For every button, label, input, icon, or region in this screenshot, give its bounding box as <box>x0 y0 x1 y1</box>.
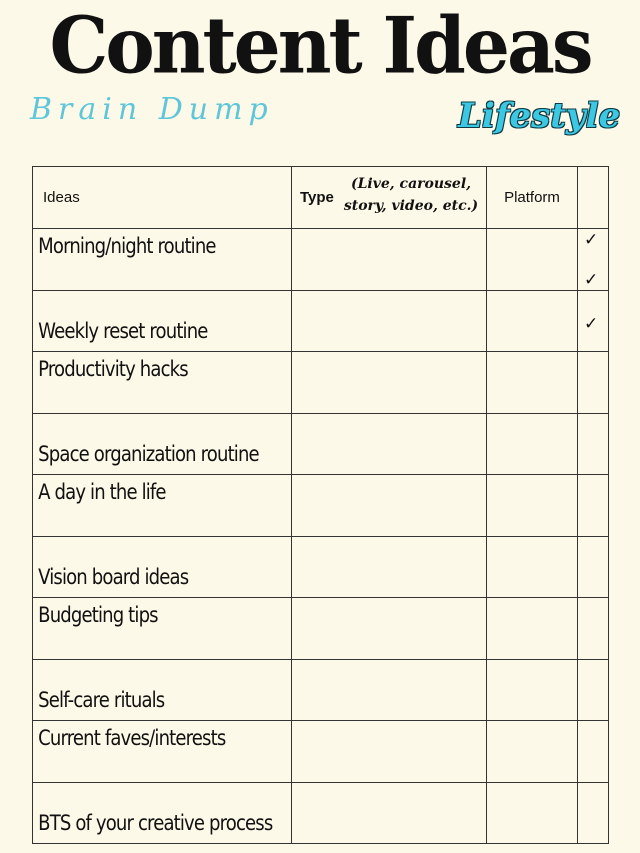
type-note: (Live, carousel, story, video, etc.) <box>343 176 479 214</box>
table-row <box>33 659 609 721</box>
check-cell[interactable] <box>578 290 609 352</box>
platform-cell[interactable] <box>487 782 578 844</box>
table-row <box>33 782 609 844</box>
check-cell[interactable] <box>578 352 609 414</box>
type-cell[interactable] <box>292 782 487 844</box>
check-cell[interactable] <box>578 413 609 475</box>
table-row <box>33 229 609 291</box>
column-header-check <box>578 167 609 229</box>
idea-text: Space organization routine <box>38 441 259 466</box>
type-cell[interactable] <box>292 413 487 475</box>
platform-cell[interactable] <box>487 475 578 537</box>
platform-cell[interactable] <box>487 352 578 414</box>
checkmark-icon: ✓ <box>584 230 599 249</box>
table-row <box>33 721 609 783</box>
check-cell[interactable] <box>578 475 609 537</box>
type-label: Type <box>300 189 334 206</box>
platform-cell[interactable] <box>487 598 578 660</box>
idea-cell <box>33 782 292 844</box>
platform-cell[interactable] <box>487 229 578 291</box>
idea-text: Weekly reset routine <box>38 318 208 343</box>
check-cell[interactable] <box>578 721 609 783</box>
idea-text: Self-care rituals <box>38 687 165 712</box>
checkmark-icon: ✓ <box>584 313 599 333</box>
platform-cell[interactable] <box>487 290 578 352</box>
idea-text: Productivity hacks <box>38 357 188 381</box>
idea-cell <box>33 721 292 783</box>
idea-cell <box>33 536 292 598</box>
idea-text: Current faves/interests <box>38 726 226 750</box>
idea-cell <box>33 475 292 537</box>
table-row <box>33 413 609 475</box>
idea-text: Vision board ideas <box>38 564 189 589</box>
idea-cell <box>33 598 292 660</box>
subtitle-brain-dump: Brain Dump <box>30 92 274 127</box>
table-row <box>33 536 609 598</box>
type-cell[interactable] <box>292 352 487 414</box>
type-cell[interactable] <box>292 659 487 721</box>
type-cell[interactable] <box>292 229 487 291</box>
table-row <box>33 290 609 352</box>
type-cell[interactable] <box>292 598 487 660</box>
check-cell[interactable] <box>578 659 609 721</box>
platform-cell[interactable] <box>487 536 578 598</box>
idea-cell <box>33 352 292 414</box>
platform-cell[interactable] <box>487 413 578 475</box>
check-cell[interactable] <box>578 598 609 660</box>
table-row <box>33 352 609 414</box>
idea-cell <box>33 290 292 352</box>
idea-text: A day in the life <box>38 480 166 504</box>
type-cell[interactable] <box>292 721 487 783</box>
type-cell[interactable] <box>292 536 487 598</box>
table-header-row <box>33 167 609 229</box>
category-label: Lifestyle <box>458 96 621 136</box>
idea-text: Morning/night routine <box>38 234 216 258</box>
idea-text: BTS of your creative process <box>38 810 273 835</box>
column-header-type <box>292 167 487 229</box>
page-title: Content Ideas <box>49 0 591 92</box>
table-row <box>33 475 609 537</box>
column-header-ideas: Ideas <box>33 167 292 229</box>
idea-text: Budgeting tips <box>38 603 158 627</box>
platform-cell[interactable] <box>487 721 578 783</box>
check-cell[interactable] <box>578 536 609 598</box>
idea-cell <box>33 413 292 475</box>
content-ideas-table <box>32 166 609 844</box>
platform-cell[interactable] <box>487 659 578 721</box>
table-row <box>33 598 609 660</box>
check-cell[interactable] <box>578 782 609 844</box>
column-header-platform: Platform <box>487 167 578 229</box>
type-cell[interactable] <box>292 290 487 352</box>
checkmark-icon: ✓ <box>584 270 599 289</box>
idea-cell <box>33 229 292 291</box>
type-cell[interactable] <box>292 475 487 537</box>
check-cell[interactable] <box>578 229 609 291</box>
idea-cell <box>33 659 292 721</box>
